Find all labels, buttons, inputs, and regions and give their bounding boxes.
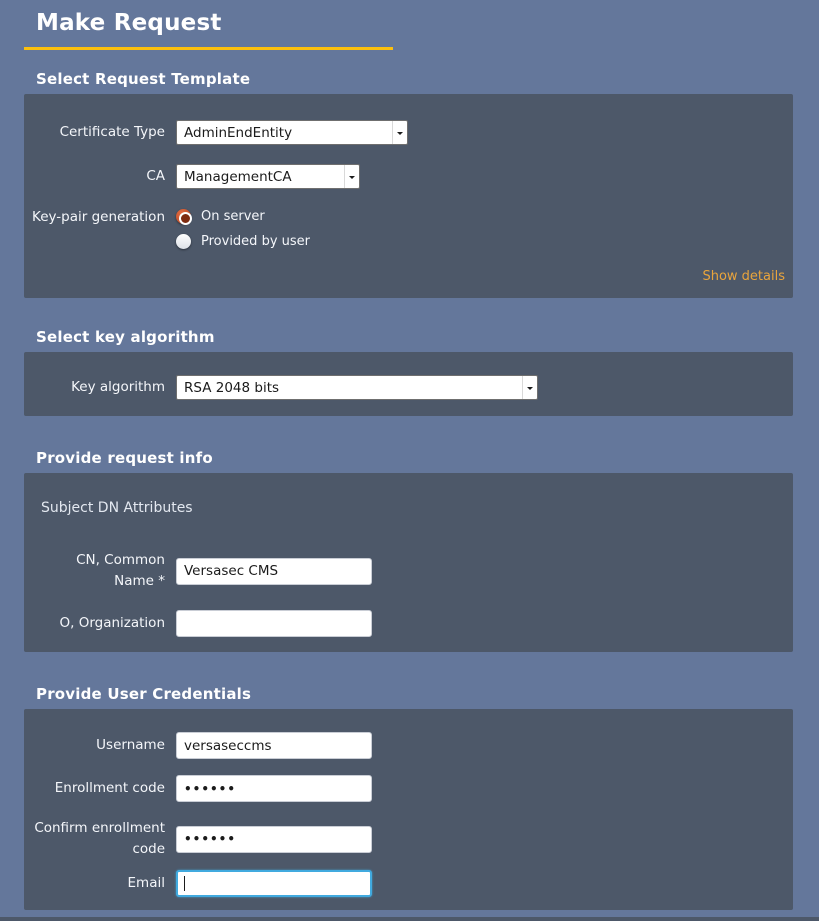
keypair-generation-row <box>31 209 785 249</box>
template-panel <box>24 94 793 298</box>
email-label: Email <box>127 875 165 891</box>
page-title: Make Request <box>36 10 222 36</box>
keypair-generation-label: Key-pair generation <box>32 209 165 225</box>
enrollment-code-input[interactable] <box>176 775 372 802</box>
key-algorithm-label: Key algorithm <box>71 379 165 395</box>
chevron-down-icon <box>522 376 537 399</box>
subject-dn-attributes-heading: Subject DN Attributes <box>41 500 193 516</box>
certificate-type-select[interactable] <box>176 120 408 145</box>
chevron-down-icon <box>392 121 407 144</box>
common-name-row <box>31 550 785 592</box>
organization-input[interactable] <box>176 610 372 637</box>
username-row <box>31 732 785 759</box>
key-algorithm-value: RSA 2048 bits <box>184 379 280 396</box>
chevron-down-icon <box>344 165 359 188</box>
enrollment-code-label: Enrollment code <box>54 780 165 796</box>
ca-value: ManagementCA <box>184 168 292 185</box>
confirm-enrollment-code-value: •••••• <box>184 832 237 846</box>
key-algorithm-select[interactable] <box>176 375 538 400</box>
certificate-type-value: AdminEndEntity <box>184 124 293 141</box>
show-details-row <box>31 265 785 284</box>
common-name-label: CN, Common Name * <box>76 552 165 589</box>
username-value: versaseccms <box>184 737 272 754</box>
title-underline <box>24 47 393 50</box>
radio-option-label: On server <box>201 209 265 224</box>
radio-unselected-icon <box>176 234 191 249</box>
common-name-value: Versasec CMS <box>184 563 279 579</box>
section-heading-credentials: Provide User Credentials <box>36 685 252 703</box>
algorithm-panel <box>24 352 793 416</box>
radio-option-label: Provided by user <box>201 234 310 249</box>
certificate-type-row <box>31 120 785 145</box>
organization-row <box>31 610 785 637</box>
confirm-enrollment-code-row <box>31 818 785 860</box>
organization-label: O, Organization <box>59 615 165 631</box>
section-heading-template: Select Request Template <box>36 70 251 88</box>
ca-select[interactable] <box>176 164 360 189</box>
ca-row <box>31 164 785 189</box>
request-info-panel <box>24 473 793 652</box>
radio-option-on-server[interactable] <box>176 209 310 224</box>
credentials-panel <box>24 709 793 910</box>
radio-option-provided-by-user[interactable] <box>176 234 310 249</box>
confirm-enrollment-code-input[interactable] <box>176 826 372 853</box>
section-heading-request-info: Provide request info <box>36 449 213 467</box>
ca-label: CA <box>146 168 165 184</box>
next-panel-edge <box>0 917 819 921</box>
key-algorithm-row <box>31 375 785 400</box>
radio-selected-icon <box>176 209 191 224</box>
section-heading-algorithm: Select key algorithm <box>36 328 215 346</box>
text-cursor <box>184 876 185 891</box>
username-label: Username <box>96 737 165 753</box>
email-input[interactable] <box>176 870 372 897</box>
confirm-enrollment-code-label: Confirm enrollment code <box>34 820 165 857</box>
enrollment-code-row <box>31 775 785 802</box>
username-input[interactable] <box>176 732 372 759</box>
show-details-link[interactable]: Show details <box>702 269 785 284</box>
email-row <box>31 870 785 897</box>
keypair-radio-group <box>176 209 310 249</box>
certificate-type-label: Certificate Type <box>59 124 165 140</box>
common-name-input[interactable] <box>176 558 372 585</box>
enrollment-code-value: •••••• <box>184 781 237 796</box>
